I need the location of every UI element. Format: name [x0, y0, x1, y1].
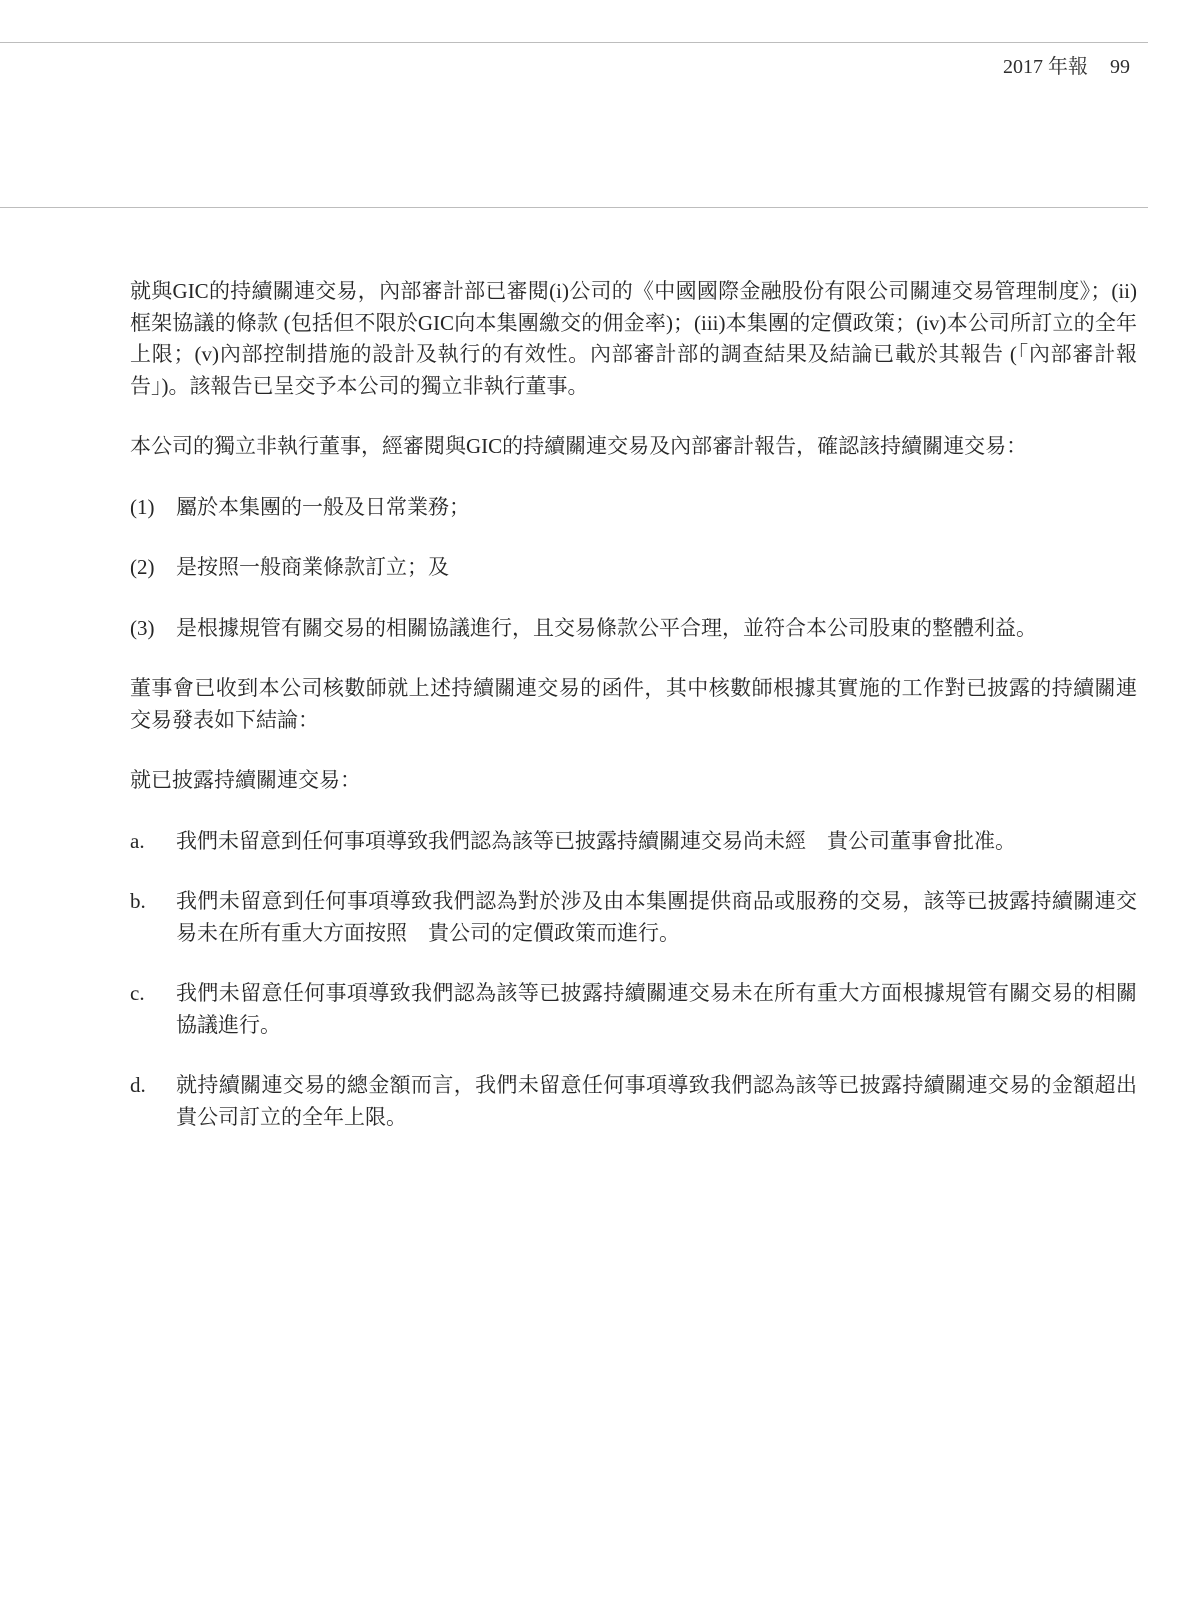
paragraph-disclosed-heading: 就已披露持續關連交易： — [130, 768, 361, 792]
lettered-item-b-label: b. — [130, 889, 146, 913]
paragraph-internal-audit-review: 就與GIC的持續關連交易，內部審計部已審閱(i)公司的《中國國際金融股份有限公司關連交易管理制度》；(ii)框架協議的條款 (包括但不限於GIC向本集團繳交的佣金率)；(iii)本集團的定價政策；(iv)本公司所訂立的全年上限；(v)內部控制措施的設計及執行的有效性。內部審計部的調查結果及結論已載於其報告 (「內部審計報告」)。該報告已呈交予本公司的獨立非執行董事。 — [130, 279, 1137, 398]
lettered-item-a-text: 我們未留意到任何事項導致我們認為該等已披露持續關連交易尚未經 貴公司董事會批准。 — [176, 828, 1016, 853]
header-bottom-rule — [0, 207, 1148, 208]
numbered-item-3-label: (3) — [130, 615, 155, 640]
report-title: 2017 年報 — [1003, 56, 1088, 78]
numbered-item-2 — [130, 552, 1137, 584]
document-body — [130, 276, 1158, 1162]
lettered-item-a — [130, 826, 1137, 858]
numbered-item-1-label: (1) — [130, 494, 155, 519]
lettered-item-b-text: 我們未留意到任何事項導致我們認為對於涉及由本集團提供商品或服務的交易，該等已披露持續關連交易未在所有重大方面按照 貴公司的定價政策而進行。 — [176, 889, 1137, 945]
numbered-item-1 — [130, 492, 1137, 524]
numbered-item-3-text: 是根據規管有關交易的相關協議進行，且交易條款公平合理，並符合本公司股東的整體利益。 — [176, 615, 1037, 640]
lettered-item-d-label: d. — [130, 1073, 146, 1097]
lettered-item-d-text: 就持續關連交易的總金額而言，我們未留意任何事項導致我們認為該等已披露持續關連交易的金額超出 貴公司訂立的全年上限。 — [176, 1073, 1158, 1129]
numbered-item-3 — [130, 613, 1137, 645]
lettered-item-c-label: c. — [130, 981, 145, 1005]
header-top-rule — [0, 42, 1148, 43]
lettered-item-c-text: 我們未留意任何事項導致我們認為該等已披露持續關連交易未在所有重大方面根據規管有關交易的相關協議進行。 — [176, 981, 1137, 1037]
lettered-item-c — [130, 978, 1137, 1041]
lettered-item-a-label: a. — [130, 828, 145, 853]
paragraph-ined-confirmation: 本公司的獨立非執行董事，經審閱與GIC的持續關連交易及內部審計報告，確認該持續關連交易： — [130, 434, 1028, 458]
paragraph-auditor-letter: 董事會已收到本公司核數師就上述持續關連交易的函件，其中核數師根據其實施的工作對已披露的持續關連交易發表如下結論： — [130, 676, 1137, 732]
lettered-item-b — [130, 886, 1137, 949]
lettered-item-d — [130, 1070, 1158, 1133]
numbered-item-1-text: 屬於本集團的一般及日常業務； — [176, 494, 470, 519]
page-number: 99 — [1110, 56, 1130, 78]
numbered-item-2-text: 是按照一般商業條款訂立；及 — [176, 555, 449, 579]
page-header — [1003, 50, 1130, 79]
numbered-item-2-label: (2) — [130, 555, 155, 579]
